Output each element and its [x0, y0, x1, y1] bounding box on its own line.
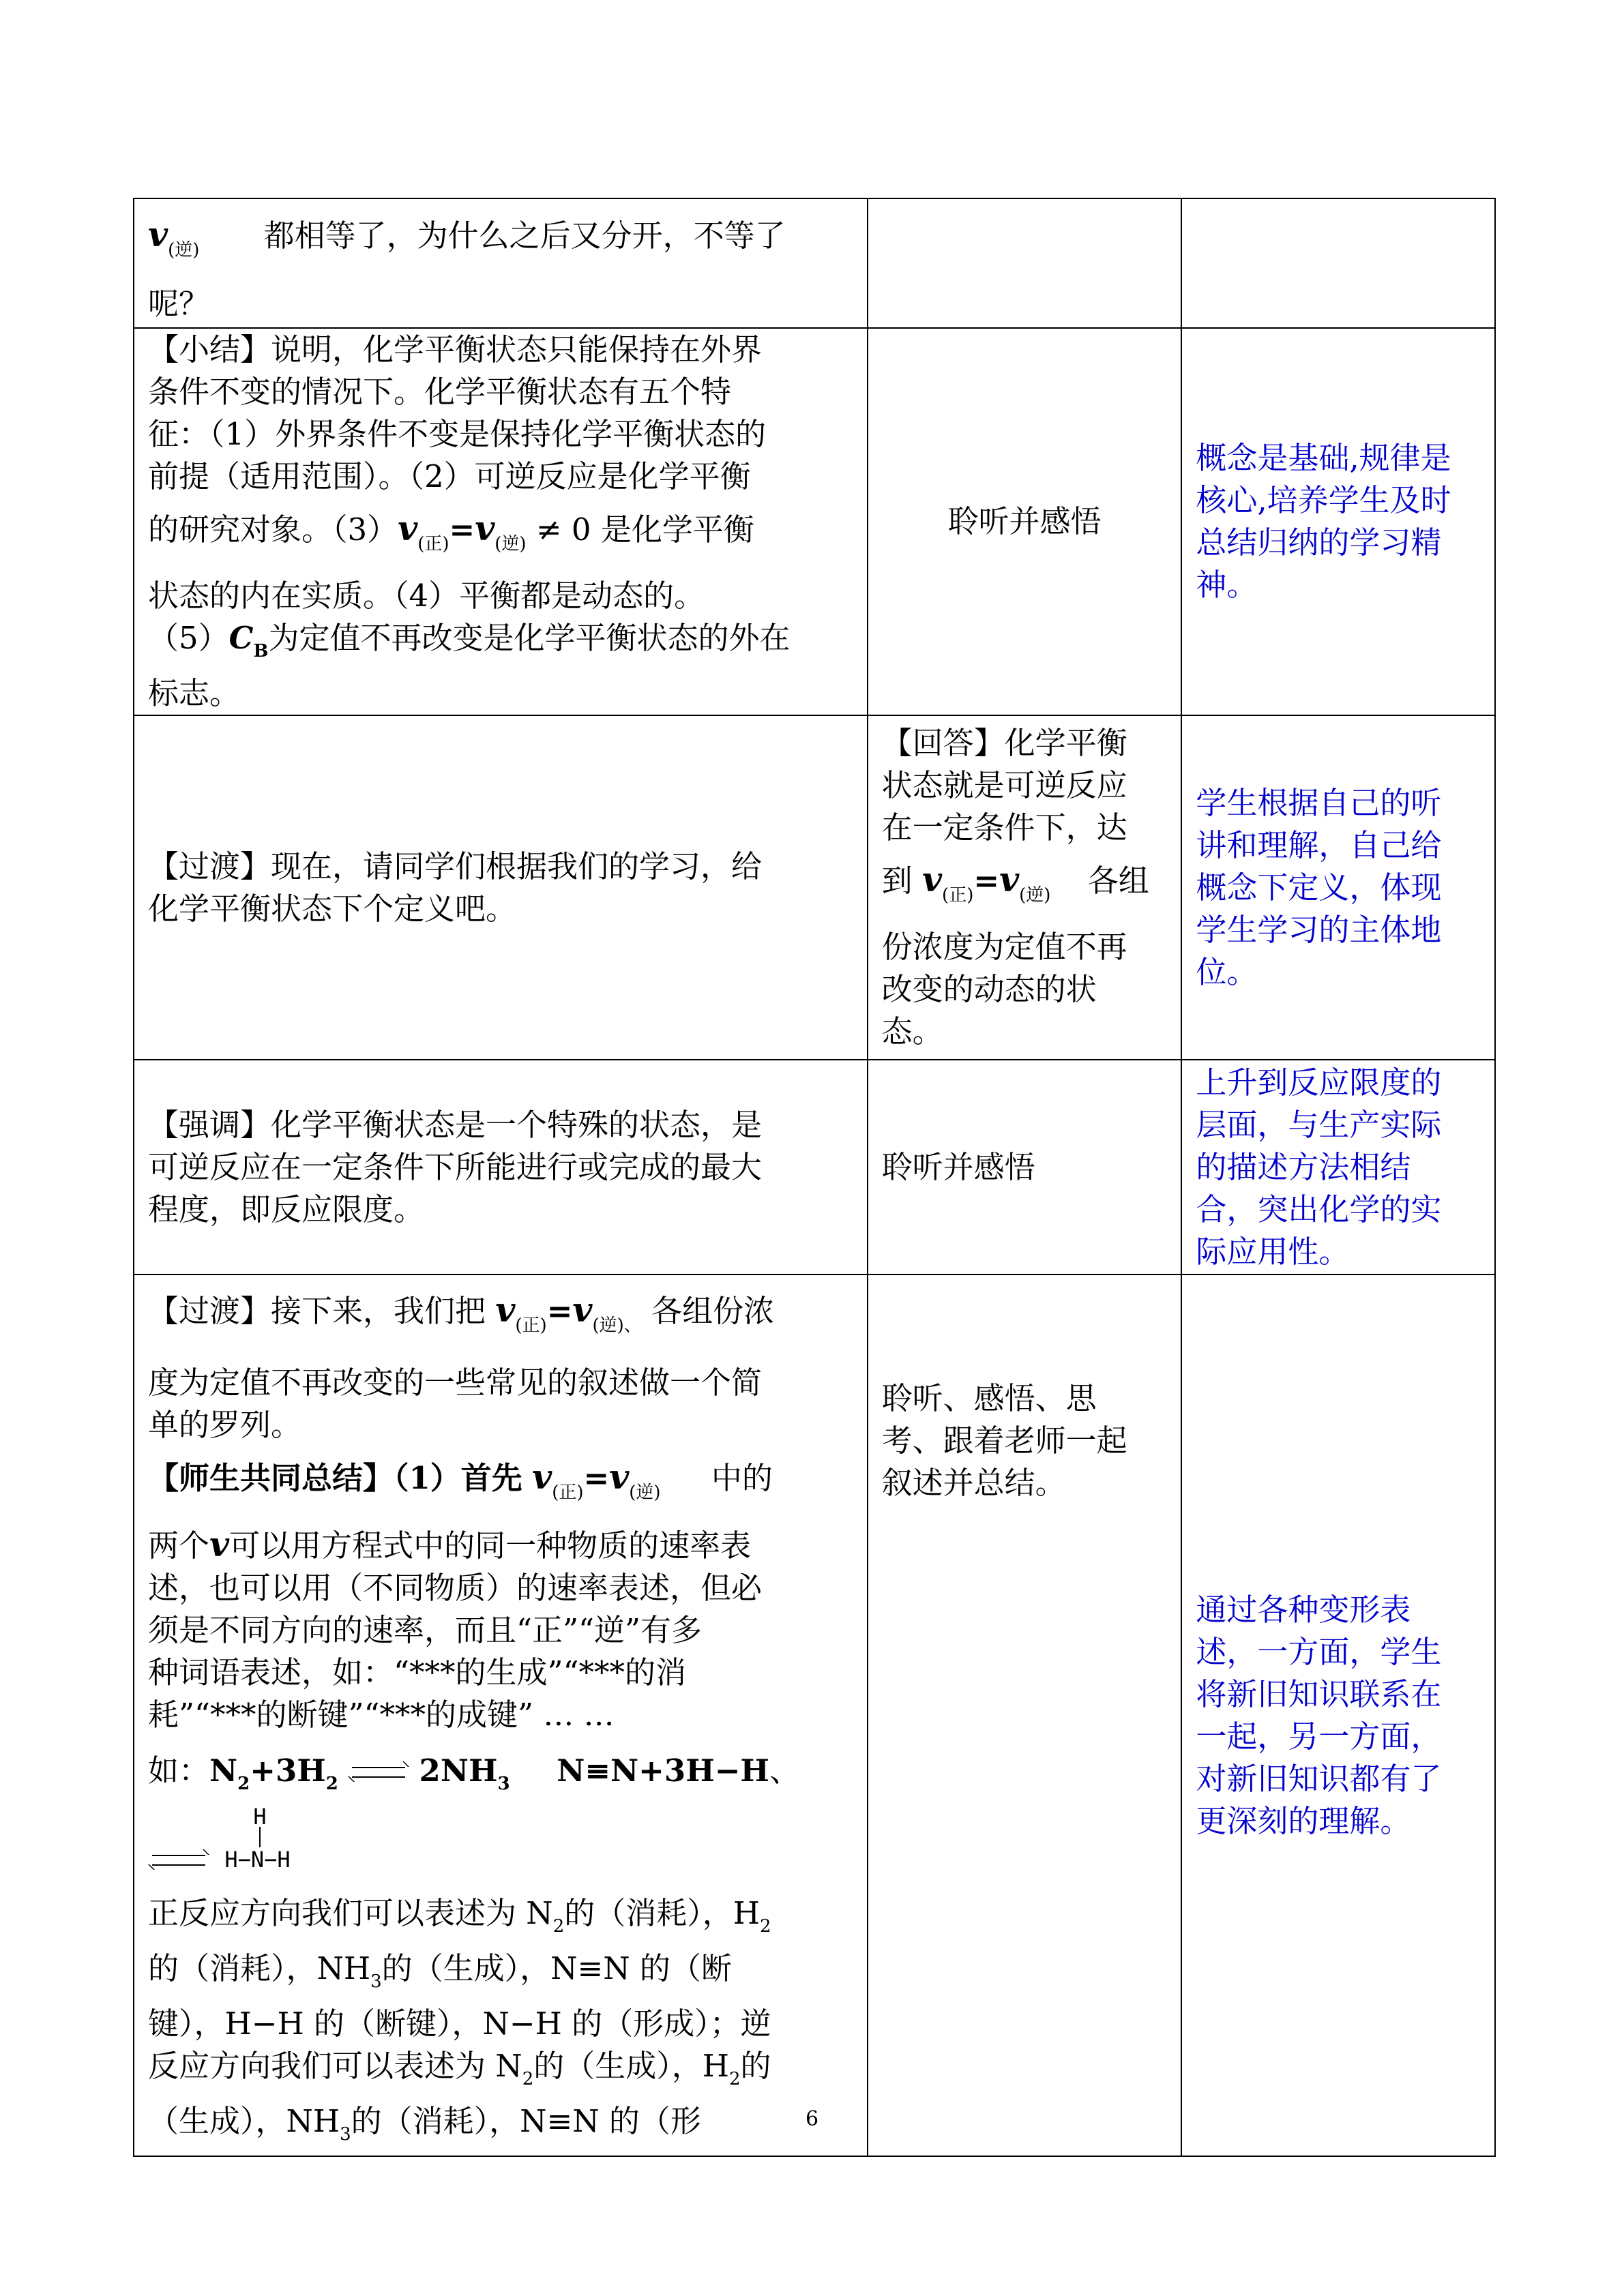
design-intent-cell: 概念是基础,规律是 核心,培养学生及时 总结归纳的学习精 神。 — [1181, 328, 1495, 715]
teacher-activity-cell: 【过渡】接下来，我们把 $v_{(正)}=v_{(逆)、}$ 各组份浓 度为定值不再改变的一些常见的叙述做一个简 单的罗列。 【师生共同总结】（1）首先 $v_{(正)}=v_{(逆)}$ 中的 两个v可以用方程式中的同一种物质的速率表 述，也可以用（不同物质）的速率表述，但必 须是不同方向的速率，而且“正”“逆”有多 种词语表述，如：“***的生成”“***的消 耗”“***的断键”“***的成键” … … 如：$N_2+3H_2$ $2NH_3$ N≡N+3H−H、 H H−N−H 正反应方向我们可以表述为 $N_2$的（消耗），$H_2$ 的（消耗），$NH_3$的（生成），N≡N 的（断 键），H−H 的（断键），N−H 的（形成）；逆 反应方向我们可以表述为 $N_2$的（生成），$H_2$的 （生成），$NH_3$的（消耗），N≡N 的（形 — [134, 1274, 868, 2156]
table-row — [134, 1060, 1495, 1274]
ammonia-structure-icon: H H−N−H — [224, 1804, 291, 1873]
lesson-plan-table — [133, 198, 1496, 2157]
design-intent-cell: 学生根据自己的听 讲和理解，自己给 概念下定义，体现 学生学习的主体地 位。 — [1181, 715, 1495, 1060]
summary-line: 【小结】说明，化学平衡状态只能保持在外界 — [148, 331, 763, 368]
student-activity-cell: 聆听、感悟、思 考、跟着老师一起 叙述并总结。 — [868, 1274, 1182, 2156]
design-intent-cell: 上升到反应限度的 层面，与生产实际 的描述方法相结 合，突出化学的实 际应用性。 — [1181, 1060, 1495, 1274]
reversible-arrow-icon — [148, 1848, 209, 1875]
student-activity-cell: 聆听并感悟 — [868, 1060, 1182, 1274]
table-row — [134, 198, 1495, 328]
student-activity-cell — [868, 198, 1182, 328]
reversible-arrow-icon — [348, 1760, 409, 1787]
design-intent-cell: 通过各种变形表 述，一方面，学生 将新旧知识联系在 一起，另一方面， 对新旧知识都有了 更深刻的理解。 — [1181, 1274, 1495, 2156]
table-row — [134, 715, 1495, 1060]
student-activity-cell: 聆听并感悟 — [868, 328, 1182, 715]
table-row — [134, 1274, 1495, 2156]
teacher-activity-cell: 【小结】说明，化学平衡状态只能保持在外界 条件不变的情况下。化学平衡状态有五个特 征：（1）外界条件不变是保持化学平衡状态的 前提（适用范围）。（2）可逆反应是化学平衡 的研究对象。$(3)v_{(正)}=v_{(逆)} \ne 0$ 是化学平衡 状态的内在实质。（4）平衡都是动态的。 $(5)C_B$为定值不再改变是化学平衡状态的外在 标志。 — [134, 328, 868, 715]
teacher-activity-cell: 【过渡】现在，请同学们根据我们的学习，给 化学平衡状态下个定义吧。 — [134, 715, 868, 1060]
teacher-activity-cell: 【强调】化学平衡状态是一个特殊的状态，是 可逆反应在一定条件下所能进行或完成的最大 程度，即反应限度。 — [134, 1060, 868, 1274]
page-number: 6 — [805, 2107, 819, 2131]
student-activity-cell: 【回答】化学平衡 状态就是可逆反应 在一定条件下，达 到 $v_{(正)}=v_{(逆)}$ 各组 份浓度为定值不再 改变的动态的状 态。 — [868, 715, 1182, 1060]
design-intent-cell — [1181, 198, 1495, 328]
table-row — [134, 328, 1495, 715]
reaction-equation: 如：$N_2+3H_2$ $2NH_3$ N≡N+3H−H、 H H−N−H — [148, 1750, 853, 1880]
velocity-symbol: v — [148, 213, 168, 254]
teacher-activity-cell: $v_{(逆)}$ 都相等了，为什么之后又分开，不等了 呢？ — [134, 198, 868, 328]
